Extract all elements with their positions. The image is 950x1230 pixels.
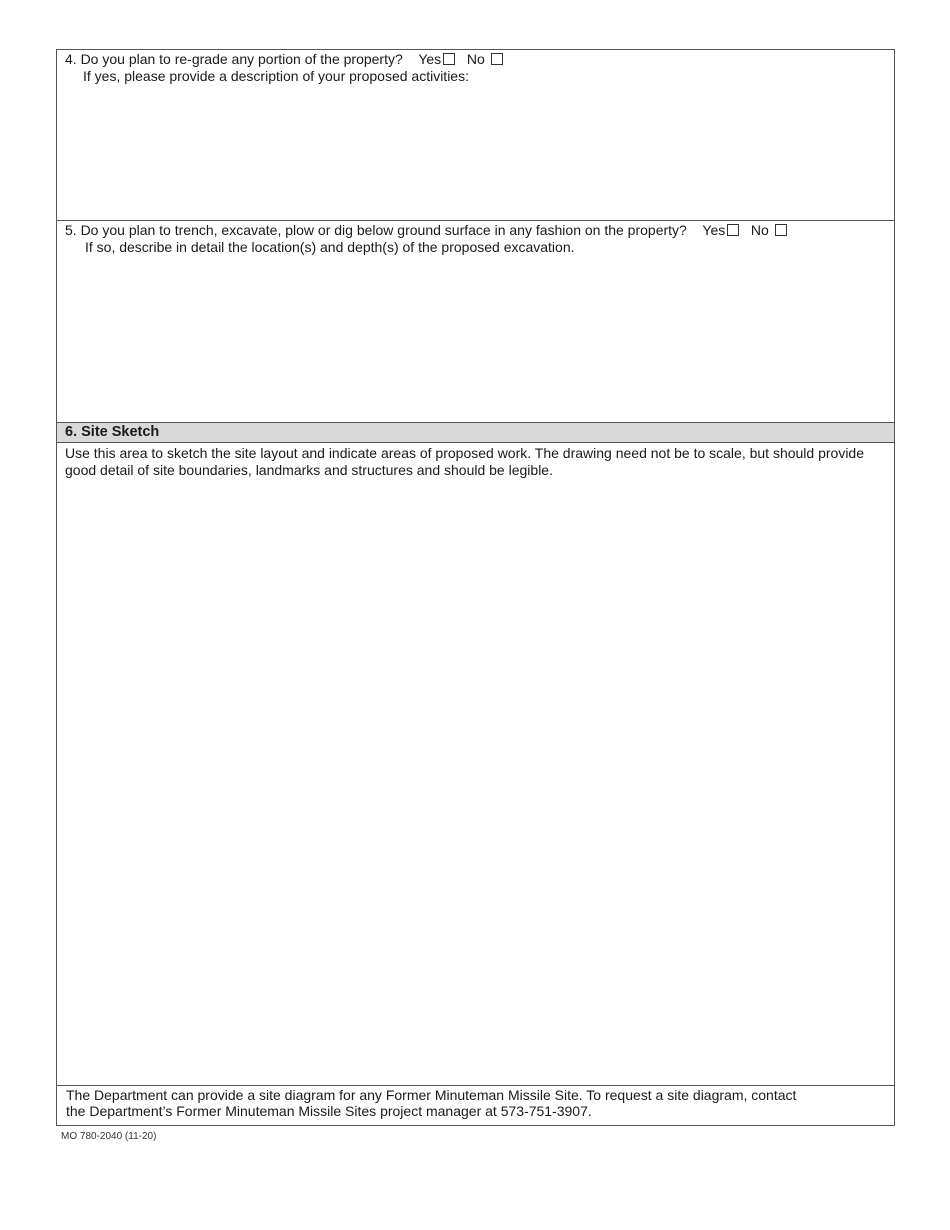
question-4-followup: If yes, please provide a description of your proposed activities: [83, 68, 469, 84]
section-6-title: 6. Site Sketch [65, 424, 160, 440]
question-5-section [57, 221, 894, 423]
site-diagram-note-line-2: the Department’s Former Minuteman Missile Sites project manager at 573-751-3907. [66, 1103, 592, 1119]
question-5-followup: If so, describe in detail the location(s) and depth(s) of the proposed excavation. [85, 239, 575, 255]
site-diagram-note-line-1: The Department can provide a site diagram for any Former Minuteman Missile Site. To request a site diagram, contact [66, 1087, 797, 1103]
site-sketch-section [57, 443, 894, 1086]
question-4-text: 4. Do you plan to re-grade any portion of the property? [65, 51, 403, 67]
question-4-yes-checkbox[interactable] [443, 53, 455, 65]
question-4-line [65, 51, 503, 67]
question-5-yes-checkbox[interactable] [727, 224, 739, 236]
form-number: MO 780-2040 (11-20) [61, 1131, 157, 1142]
question-5-yes-label: Yes [702, 222, 726, 238]
question-5-text: 5. Do you plan to trench, excavate, plow or dig below ground surface in any fashion on the property? [65, 222, 687, 238]
question-4-no-checkbox[interactable] [491, 53, 503, 65]
question-4-yes-option [418, 51, 455, 67]
site-sketch-drawing-area[interactable] [57, 483, 894, 1085]
question-5-answer-area[interactable] [57, 257, 894, 422]
question-5-no-checkbox[interactable] [775, 224, 787, 236]
site-sketch-instructions-line-1: Use this area to sketch the site layout and indicate areas of proposed work. The drawing need not be to scale, but should provide [65, 445, 865, 461]
question-5-yes-option [702, 222, 739, 238]
form-page [56, 49, 895, 1126]
question-4-no-option [467, 51, 503, 67]
question-4-answer-area[interactable] [57, 86, 894, 220]
question-4-no-label: No [466, 51, 485, 67]
section-6-header [57, 423, 894, 443]
question-4-yes-label: Yes [418, 51, 442, 67]
question-4-section [57, 50, 894, 221]
site-sketch-instructions-line-2: good detail of site boundaries, landmarks and structures and should be legible. [65, 462, 553, 478]
site-diagram-note [57, 1086, 894, 1126]
question-5-no-option [751, 222, 787, 238]
question-5-no-label: No [750, 222, 769, 238]
question-5-line [65, 222, 787, 238]
